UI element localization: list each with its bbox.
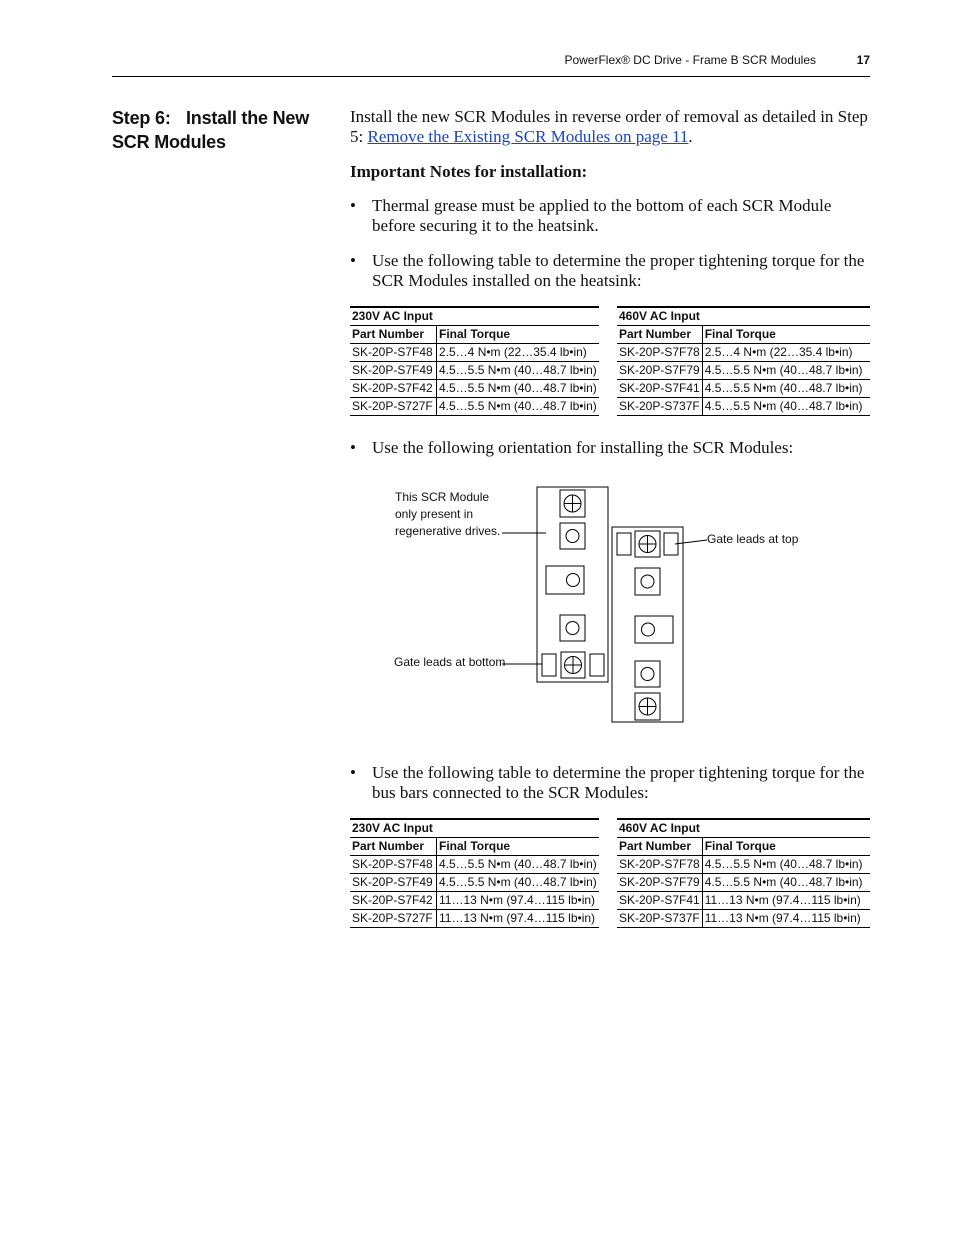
busbar-torque-table-460v — [617, 818, 870, 928]
part-number-cell: SK-20P-S7F48 — [350, 344, 437, 362]
part-number-cell: SK-20P-S7F48 — [350, 856, 437, 874]
part-number-cell: SK-20P-S7F49 — [350, 362, 437, 380]
table-row — [617, 910, 870, 928]
part-number-cell: SK-20P-S7F42 — [350, 892, 437, 910]
table-row — [350, 874, 599, 892]
column-header-torque: Final Torque — [702, 838, 870, 856]
table-row — [350, 344, 599, 362]
torque-cell: 4.5…5.5 N•m (40…48.7 lb•in) — [702, 874, 870, 892]
column-header-part: Part Number — [350, 838, 437, 856]
table-row — [350, 856, 599, 874]
bullet-text: Thermal grease must be applied to the bottom of each SCR Module before securing it to the heatsink. — [372, 196, 832, 235]
gate-leads-bottom-label: Gate leads at bottom — [394, 655, 506, 669]
torque-cell: 11…13 N•m (97.4…115 lb•in) — [437, 892, 600, 910]
torque-cell: 4.5…5.5 N•m (40…48.7 lb•in) — [702, 362, 870, 380]
bullet-orientation — [350, 438, 870, 458]
bullet-busbar-torque — [350, 763, 870, 803]
running-header — [112, 52, 870, 77]
table-row — [617, 398, 870, 416]
torque-cell: 11…13 N•m (97.4…115 lb•in) — [702, 892, 870, 910]
part-number-cell: SK-20P-S727F — [350, 910, 437, 928]
bullet-text: Use the following table to determine the proper tightening torque for the SCR Modules installed on the heatsink: — [372, 251, 865, 290]
table-caption: 460V AC Input — [617, 819, 870, 838]
part-number-cell: SK-20P-S7F78 — [617, 344, 702, 362]
bullet-dot: • — [350, 438, 356, 457]
table-row — [617, 380, 870, 398]
step-title-line1: Install the New — [186, 108, 310, 128]
table-caption: 230V AC Input — [350, 819, 599, 838]
bullet-thermal-grease — [350, 196, 870, 236]
part-number-cell: SK-20P-S7F42 — [350, 380, 437, 398]
part-number-cell: SK-20P-S7F79 — [617, 362, 702, 380]
part-number-cell: SK-20P-S7F41 — [617, 892, 702, 910]
bullet-dot: • — [350, 196, 356, 215]
torque-cell: 4.5…5.5 N•m (40…48.7 lb•in) — [702, 380, 870, 398]
torque-cell: 11…13 N•m (97.4…115 lb•in) — [437, 910, 600, 928]
table-row — [350, 892, 599, 910]
regenerative-note-line: only present in — [395, 507, 474, 521]
torque-cell: 4.5…5.5 N•m (40…48.7 lb•in) — [437, 380, 600, 398]
column-header-torque: Final Torque — [437, 326, 600, 344]
torque-cell: 4.5…5.5 N•m (40…48.7 lb•in) — [702, 856, 870, 874]
module-torque-table-230v — [350, 306, 599, 416]
table-row — [350, 362, 599, 380]
part-number-cell: SK-20P-S7F78 — [617, 856, 702, 874]
header-title: PowerFlex® DC Drive - Frame B SCR Modules — [564, 53, 816, 67]
part-number-cell: SK-20P-S7F41 — [617, 380, 702, 398]
column-header-torque: Final Torque — [702, 326, 870, 344]
intro-paragraph — [350, 107, 870, 147]
table-row — [617, 874, 870, 892]
table-row — [350, 398, 599, 416]
scr-module-regenerative — [537, 487, 608, 682]
table-row — [617, 344, 870, 362]
torque-cell: 11…13 N•m (97.4…115 lb•in) — [702, 910, 870, 928]
remove-modules-link[interactable]: Remove the Existing SCR Modules on page 11 — [367, 127, 689, 146]
torque-cell: 2.5…4 N•m (22…35.4 lb•in) — [437, 344, 600, 362]
step-heading — [112, 106, 332, 154]
scr-orientation-diagram — [380, 480, 820, 730]
table-row — [617, 362, 870, 380]
table-row — [617, 892, 870, 910]
table-caption: 460V AC Input — [617, 307, 870, 326]
part-number-cell: SK-20P-S7F79 — [617, 874, 702, 892]
bullet-text: Use the following orientation for installing the SCR Modules: — [372, 438, 794, 457]
regenerative-note-line: regenerative drives. — [395, 524, 501, 538]
regenerative-note-line: This SCR Module — [395, 490, 490, 504]
bullet-dot: • — [350, 251, 356, 270]
bullet-text: Use the following table to determine the proper tightening torque for the bus bars connected to the SCR Modules: — [372, 763, 865, 802]
intro-end: . — [688, 127, 693, 146]
table-row — [617, 856, 870, 874]
regenerative-note-label — [395, 489, 500, 540]
part-number-cell: SK-20P-S737F — [617, 910, 702, 928]
intro-text: Install the new SCR Modules in reverse order of removal as detailed in Step 5: — [350, 107, 868, 146]
torque-cell: 4.5…5.5 N•m (40…48.7 lb•in) — [437, 362, 600, 380]
part-number-cell: SK-20P-S727F — [350, 398, 437, 416]
part-number-cell: SK-20P-S7F49 — [350, 874, 437, 892]
page-number: 17 — [856, 53, 870, 67]
bullet-dot: • — [350, 763, 356, 782]
torque-cell: 4.5…5.5 N•m (40…48.7 lb•in) — [437, 856, 600, 874]
notes-heading: Important Notes for installation: — [350, 162, 588, 181]
table-caption: 230V AC Input — [350, 307, 599, 326]
torque-cell: 4.5…5.5 N•m (40…48.7 lb•in) — [437, 398, 600, 416]
column-header-part: Part Number — [617, 326, 702, 344]
column-header-torque: Final Torque — [437, 838, 600, 856]
busbar-torque-table-230v — [350, 818, 599, 928]
table-row — [350, 380, 599, 398]
module-torque-table-460v — [617, 306, 870, 416]
bullet-module-torque — [350, 251, 870, 291]
column-header-part: Part Number — [617, 838, 702, 856]
column-header-part: Part Number — [350, 326, 437, 344]
gate-leads-top-label: Gate leads at top — [707, 532, 799, 546]
torque-cell: 2.5…4 N•m (22…35.4 lb•in) — [702, 344, 870, 362]
table-row — [350, 910, 599, 928]
step-number: Step 6: — [112, 108, 171, 128]
torque-cell: 4.5…5.5 N•m (40…48.7 lb•in) — [702, 398, 870, 416]
step-title-line2: SCR Modules — [112, 132, 226, 152]
part-number-cell: SK-20P-S737F — [617, 398, 702, 416]
torque-cell: 4.5…5.5 N•m (40…48.7 lb•in) — [437, 874, 600, 892]
